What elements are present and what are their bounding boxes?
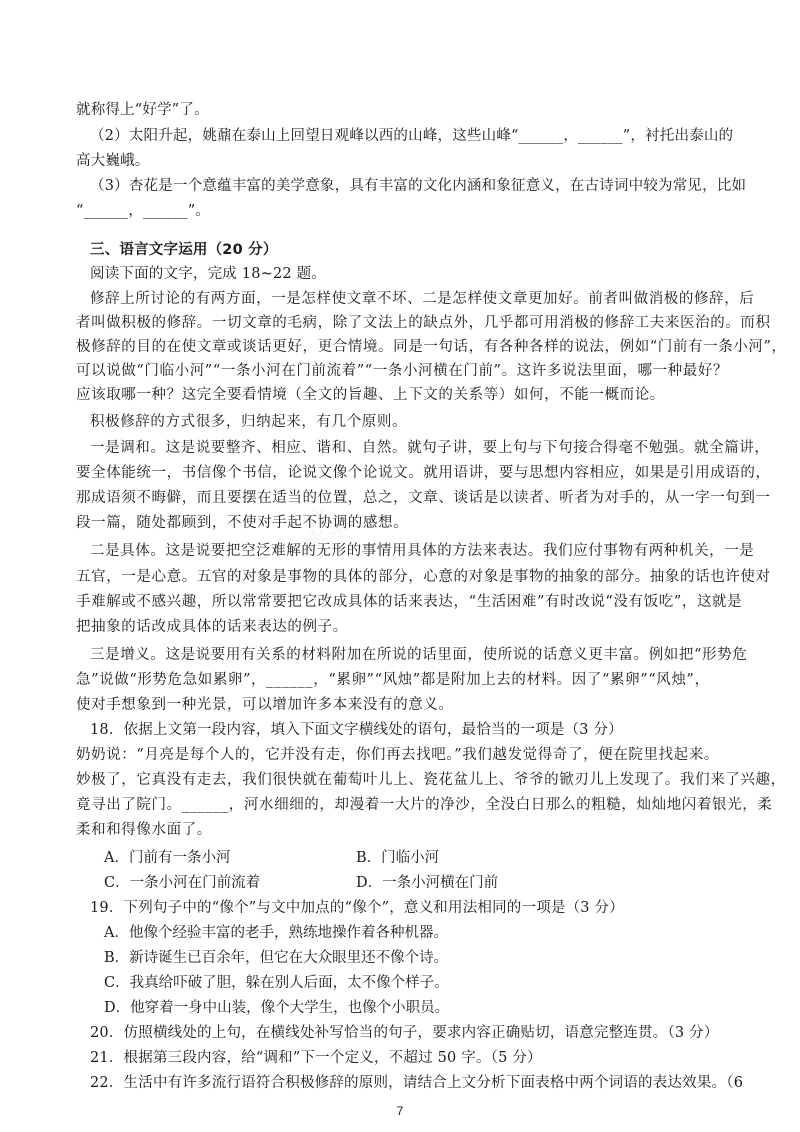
q2-line-2: 高大巍峨。 xyxy=(76,153,150,169)
q18-text-line: 奶奶说：“月亮是每个人的，它并没有走，你们再去找吧。”我们越发觉得奇了，便在院里找起来。 xyxy=(76,747,719,763)
passage-line: 极修辞的目的在使文章或谈话更好，更合情境。同是一句话，有各种各样的说法，例如“门前有一条小河”， xyxy=(76,339,787,355)
passage-line: 手难解或不感兴趣，所以常常要把它改成具体的话来表达，“生活困难”有时改说“没有饭吃”，这就是 xyxy=(76,594,743,610)
q21-stem: 21．根据第三段内容，给“调和”下一个定义，不超过 50 字。（5 分） xyxy=(90,1050,542,1066)
passage-line: 三是增义。这是说要用有关系的材料附加在所说的话里面，使所说的话意义更丰富。例如把“形势危 xyxy=(90,647,748,663)
q3-line-1: （3）杏花是一个意蕴丰富的美学意象，具有丰富的文化内涵和象征意义，在古诗词中较为常见，比如 xyxy=(90,178,747,194)
q18-text-line: 竟寻出了院门。______，河水细细的，却漫着一大片的净沙，全没白日那么的粗糙，灿灿地闪着银光，柔 xyxy=(76,797,773,813)
q18-option-d[interactable]: D．一条小河横在门前 xyxy=(356,875,499,891)
q19-stem: 19．下列句子中的“像个”与文中加点的“像个”，意义和用法相同的一项是（3 分） xyxy=(90,900,624,916)
passage-line: 段一篇，随处都顾到，不使对手起不协调的感想。 xyxy=(76,515,409,531)
passage-line: 者叫做积极的修辞。一切文章的毛病，除了文法上的缺点外，几乎都可用消极的修辞工夫来医治的。而积 xyxy=(76,315,771,331)
q18-option-b[interactable]: B．门临小河 xyxy=(356,850,440,866)
passage-line: 把抽象的话改成具体的话来表达的例子。 xyxy=(76,619,348,635)
passage-line: 急”说做“形势危急如累卵”，______，“累卵”“风烛”都是附加上去的材料。因了“累卵”“风烛”， xyxy=(76,672,710,688)
passage-line: 一是调和。这是说要整齐、相应、谐和、自然。就句子讲，要上句与下句接合得毫不勉强。就全篇讲， xyxy=(90,440,770,456)
q3-line-2: “______，______”。 xyxy=(76,203,211,219)
passage-line: 要全体能统一，书信像个书信，论说文像个论说文。就用语讲，要与思想内容相应，如果是引用成语的， xyxy=(76,465,771,481)
passage-line: 积极修辞的方式很多，归纳起来，有几个原则。 xyxy=(90,414,408,430)
passage-line: 修辞上所讨论的有两方面，一是怎样使文章不坏、二是怎样使文章更加好。前者叫做消极的修辞，后 xyxy=(90,291,755,307)
passage-line: 五官，一是心意。五官的对象是事物的具体的部分，心意的对象是事物的抽象的部分。抽象的话也许使对 xyxy=(76,569,771,585)
section-instruction: 阅读下面的文字，完成 18~22 题。 xyxy=(90,266,327,282)
q22-stem: 22．生活中有许多流行语符合积极修辞的原则，请结合上文分析下面表格中两个词语的表达效果。（6 xyxy=(90,1075,744,1091)
q19-option-c[interactable]: C．我真给吓破了胆，躲在别人后面，太不像个样子。 xyxy=(104,975,449,991)
passage-line: 可以说做“门临小河”“一条小河在门前流着”“一条小河横在门前”。这许多说法里面，哪一种最好？ xyxy=(76,363,729,379)
passage-line: 使对手想象到一种光景，可以增加许多本来没有的意义。 xyxy=(76,697,454,713)
section-heading: 三、语言文字运用（20 分） xyxy=(90,242,278,258)
q19-option-a[interactable]: A．他像个经验丰富的老手，熟练地操作着各种机器。 xyxy=(104,925,448,941)
q18-option-c[interactable]: C．一条小河在门前流着 xyxy=(104,875,261,891)
prev-line-1: 就称得上“好学”了。 xyxy=(76,102,209,118)
q19-option-d[interactable]: D．他穿着一身中山装，像个大学生，也像个小职员。 xyxy=(104,1000,450,1016)
passage-line: 那成语须不晦僻，而且要摆在适当的位置，总之，文章、谈话是以读者、听者为对手的，从一字一句到一 xyxy=(76,490,771,506)
q2-line-1: （2）太阳升起，姚鼐在泰山上回望日观峰以西的山峰，这些山峰“______，______”，衬托出泰山的 xyxy=(90,128,734,144)
page-number: 7 xyxy=(396,1104,404,1118)
q18-text-line: 柔和和得像水面了。 xyxy=(76,822,212,838)
q18-stem: 18．依据上文第一段内容，填入下面文字横线处的语句，最恰当的一项是（3 分） xyxy=(90,722,623,738)
watermark: ⁂ xyxy=(290,493,358,564)
q18-text-line: 妙极了，它真没有走去，我们很快就在葡萄叶儿上、瓷花盆儿上、爷爷的锨刃儿上发现了。我们来了兴趣， xyxy=(76,772,786,788)
q18-option-a[interactable]: A．门前有一条小河 xyxy=(104,850,231,866)
q20-stem: 20．仿照横线处的上句，在横线处补写恰当的句子，要求内容正确贴切，语意完整连贯。（3 分） xyxy=(90,1025,719,1041)
q19-option-b[interactable]: B．新诗诞生已百余年，但它在大众眼里还不像个诗。 xyxy=(104,950,449,966)
passage-line: 二是具体。这是说要把空泛难解的无形的事情用具体的方法来表达。我们应付事物有两种机关，一是 xyxy=(90,543,755,559)
passage-line: 应该取哪一种？这完全要看情境（全文的旨趣、上下文的关系等）如何，不能一概而论。 xyxy=(76,387,665,403)
